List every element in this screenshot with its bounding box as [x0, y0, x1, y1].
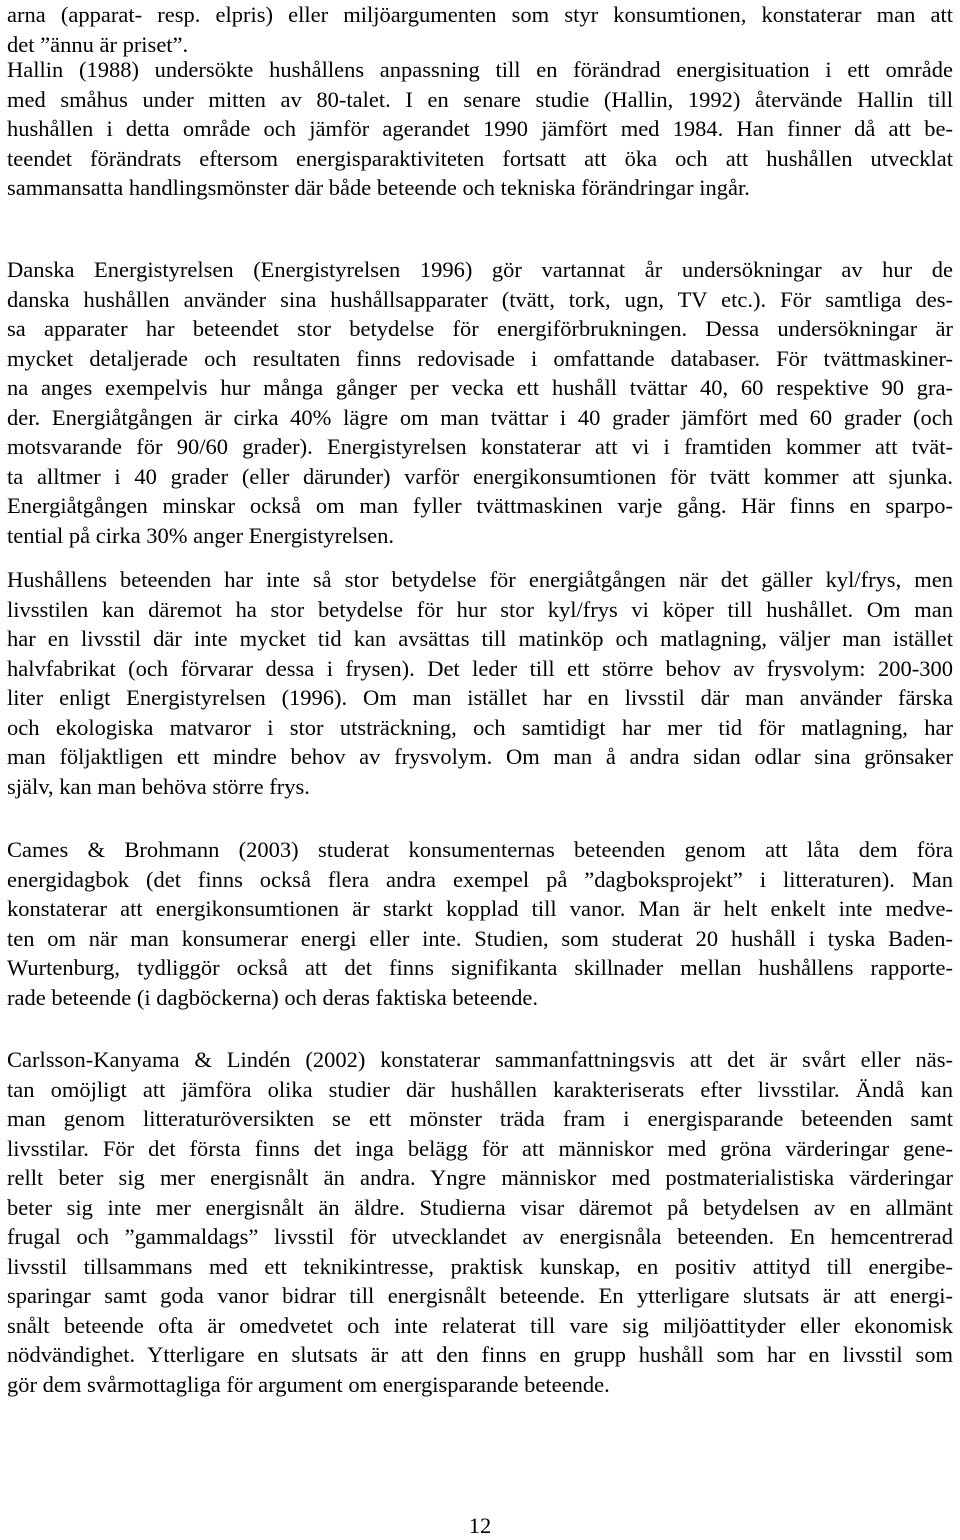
paragraph-line: na anges exempelvis hur många gånger per vecka ett hushåll tvättar 40, 60 respektive 90 gra- — [7, 375, 953, 400]
paragraph-line: Carlsson-Kanyama & Lindén (2002) konstaterar sammanfattningsvis att det är svårt eller näs- — [7, 1047, 953, 1072]
paragraph-line: livsstilar. För det första finns det inga belägg för att människor med gröna värderingar gene- — [7, 1135, 953, 1161]
paragraph-line: teendet förändrats eftersom energisparaktiviteten fortsatt att öka och att hushållen utvecklat — [7, 145, 953, 171]
paragraph-line: danska hushållen använder sina hushållsapparater (tvätt, tork, ugn, TV etc.). För samtliga des- — [7, 286, 953, 312]
paragraph-line: livsstilen kan däremot ha stor betydelse för hur stor kyl/frys vi köper till hushållet. Om man — [7, 596, 953, 622]
paragraph-line: tential på cirka 30% anger Energistyrelsen. — [7, 522, 394, 548]
paragraph-line: hushållen i detta område och jämför agerandet 1990 jämfört med 1984. Han finner då att be- — [7, 116, 953, 141]
paragraph-line: beter sig inte mer energisnålt än äldre. Studierna visar däremot på betydelsen av en allmänt — [7, 1194, 953, 1220]
paragraph-line: sa apparater har beteendet stor betydelse för energiförbrukningen. Dessa undersökningar är — [7, 316, 953, 341]
paragraph-line: sparingar samt goda vanor bidrar till energisnålt beteende. En ytterligare slutsats är att energi- — [7, 1283, 953, 1308]
paragraph-line: ten om när man konsumerar energi eller inte. Studien, som studerat 20 hushåll i tyska Baden- — [7, 925, 953, 951]
paragraph-line: arna (apparat- resp. elpris) eller miljöargumenten som styr konsumtionen, konstaterar man att — [7, 2, 953, 27]
paragraph-line: själv, kan man behöva större frys. — [7, 773, 310, 799]
paragraph-line: halvfabrikat (och förvarar dessa i frysen). Det leder till ett större behov av frysvolym: 200-300 — [7, 655, 953, 681]
paragraph-line: frugal och ”gammaldags” livsstil för utvecklandet av energisnåla beteenden. En hemcentrerad — [7, 1224, 953, 1249]
paragraph-line: Danska Energistyrelsen (Energistyrelsen 1996) gör vartannat år undersökningar av hur de — [7, 257, 953, 282]
paragraph-line: mycket detaljerade och resultaten finns redovisade i omfattande databaser. För tvättmaskiner- — [7, 345, 953, 371]
paragraph-line: har en livsstil där inte mycket tid kan avsättas till matinköp och matlagning, väljer man istället — [7, 626, 953, 651]
paragraph-line: motsvarande för 90/60 grader). Energistyrelsen konstaterar att vi i framtiden kommer att tvät- — [7, 434, 953, 459]
paragraph-line: Energiåtgången minskar också om man fyller tvättmaskinen varje gång. Här finns en sparpo- — [7, 493, 953, 518]
paragraph-line: det ”ännu är priset”. — [7, 31, 189, 57]
paragraph-line: Wurtenburg, tydliggör också att det finns signifikanta skillnader mellan hushållens rapporte- — [7, 955, 953, 980]
paragraph-line: energidagbok (det finns också flera andra exempel på ”dagboksprojekt” i litteraturen). Man — [7, 866, 953, 892]
paragraph-line: tan omöjligt att jämföra olika studier där hushållen karakteriserats efter livsstilar. Ändå kan — [7, 1076, 953, 1102]
paragraph-line: snålt beteende ofta är omedvetet och inte relaterat till vare sig miljöattityder eller ekonomisk — [7, 1312, 953, 1338]
paragraph-line: rade beteende (i dagböckerna) och deras faktiska beteende. — [7, 984, 538, 1010]
paragraph-line: och ekologiska matvaror i stor utsträckning, och samtidigt har mer tid för matlagning, har — [7, 714, 953, 740]
paragraph-line: nödvändighet. Ytterligare en slutsats är att den finns en grupp hushåll som har en livsstil som — [7, 1342, 953, 1367]
paragraph-line: konstaterar att energikonsumtionen är starkt kopplad till vanor. Man är helt enkelt inte medve- — [7, 896, 953, 921]
paragraph-line: man genom litteraturöversikten se ett mönster träda fram i energisparande beteenden samt — [7, 1106, 953, 1131]
paragraph-line: rellt beter sig mer energisnålt än andra. Yngre människor med postmaterialistiska värderingar — [7, 1165, 953, 1190]
paragraph-line: Hallin (1988) undersökte hushållens anpassning till en förändrad energisituation i ett område — [7, 57, 953, 82]
paragraph-line: sammansatta handlingsmönster där både beteende och tekniska förändringar ingår. — [7, 175, 750, 200]
page-number: 12 — [468, 1513, 492, 1538]
paragraph-line: man följaktligen ett mindre behov av frysvolym. Om man å andra sidan odlar sina grönsaker — [7, 744, 953, 769]
paragraph-line: livsstil tillsammans med ett teknikintresse, praktisk kunskap, en positiv attityd till energibe- — [7, 1253, 953, 1279]
paragraph-line: ta alltmer i 40 grader (eller därunder) varför energikonsumtionen för tvätt kommer att sjunka. — [7, 463, 953, 489]
paragraph-line: gör dem svårmottagliga för argument om energisparande beteende. — [7, 1371, 610, 1397]
paragraph-line: liter enligt Energistyrelsen (1996). Om man istället har en livsstil där man använder färska — [7, 685, 953, 710]
paragraph-line: der. Energiåtgången är cirka 40% lägre om man tvättar i 40 grader jämfört med 60 grader (och — [7, 404, 953, 430]
paragraph-line: Hushållens beteenden har inte så stor betydelse för energiåtgången när det gäller kyl/frys, men — [7, 567, 953, 592]
paragraph-line: Cames & Brohmann (2003) studerat konsumenternas beteenden genom att låta dem föra — [7, 837, 953, 862]
paragraph-line: med småhus under mitten av 80-talet. I en senare studie (Hallin, 1992) återvände Hallin till — [7, 86, 953, 112]
